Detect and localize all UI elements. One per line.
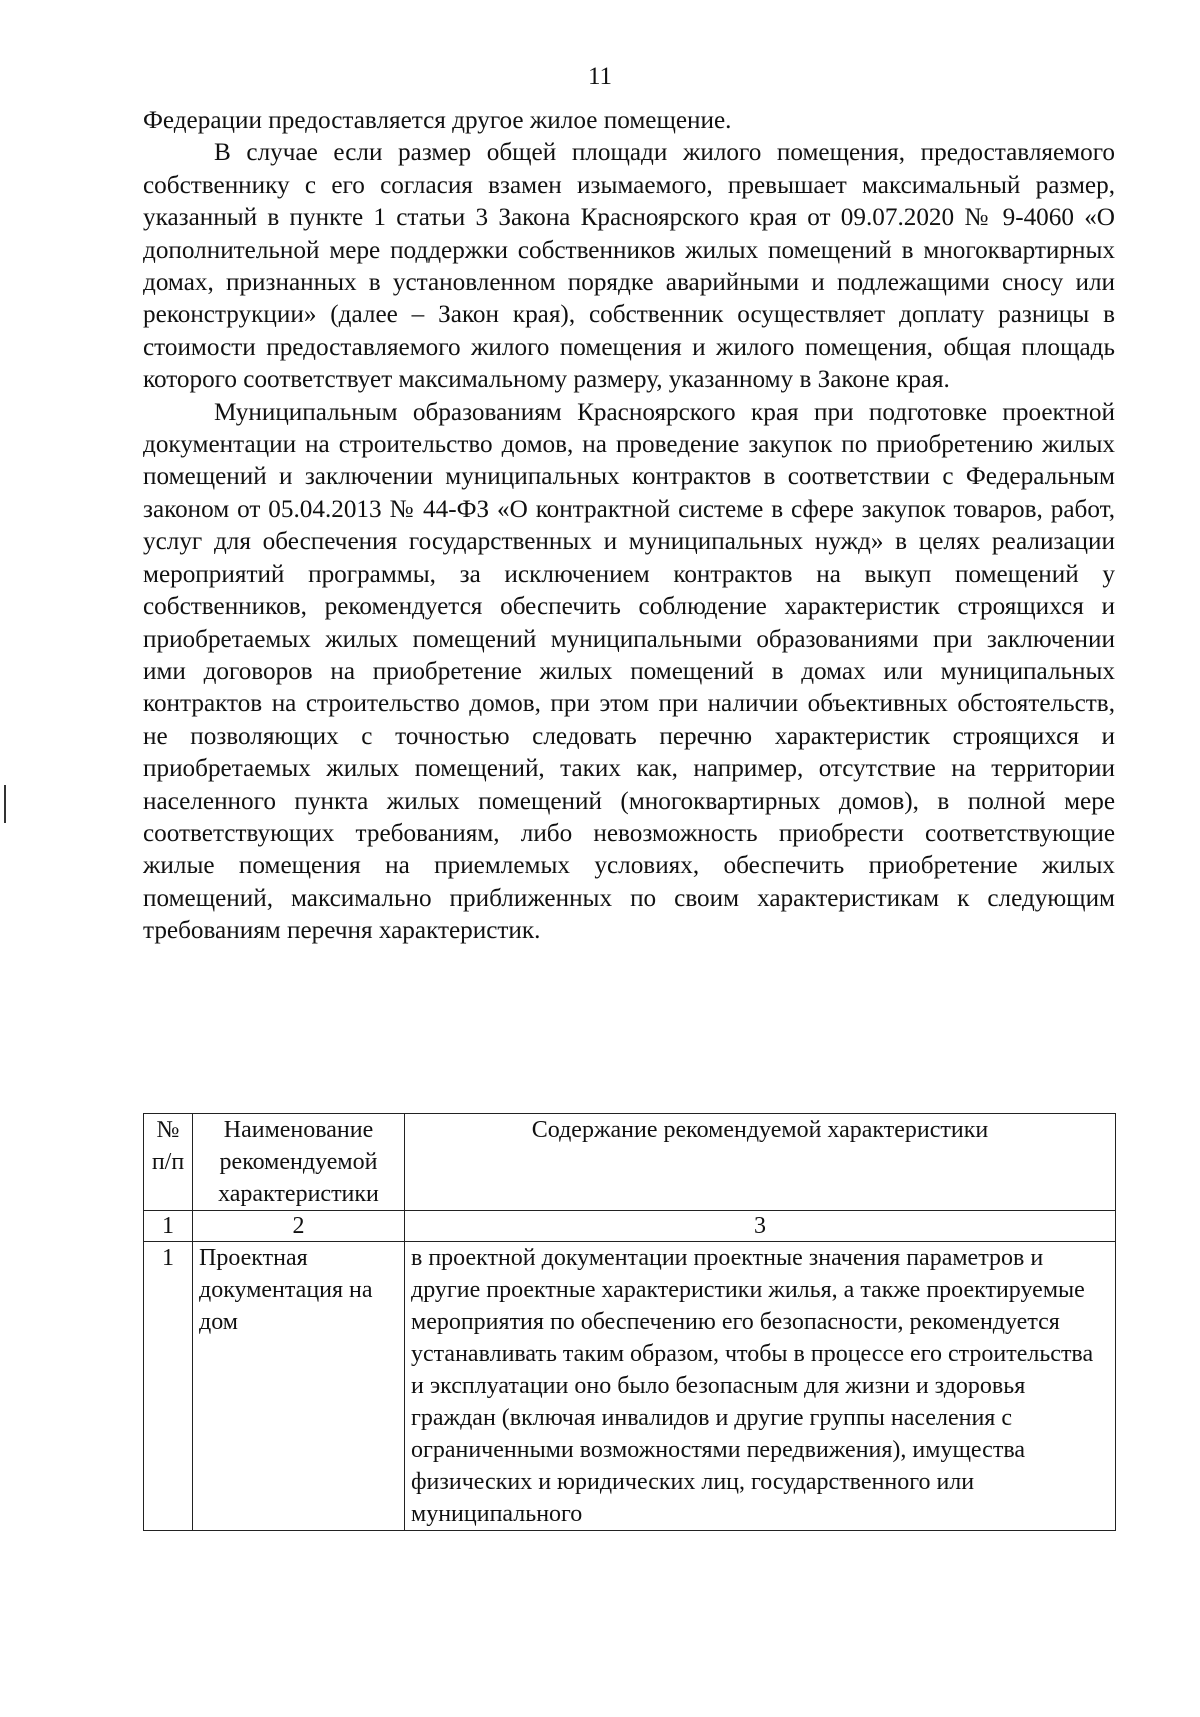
column-number-2: 2: [193, 1211, 405, 1242]
column-number-3: 3: [405, 1211, 1116, 1242]
row-number: 1: [144, 1242, 193, 1531]
header-characteristic-content: Содержание рекомендуемой характеристики: [405, 1114, 1116, 1211]
column-number-1: 1: [144, 1211, 193, 1242]
row-characteristic-content: в проектной документации проектные значения параметров и другие проектные характеристики жилья, а также проектируемые мероприятия по обеспечению его безопасности, рекомендуется устанавливать таким образом, чтобы в процессе его строительства и эксплуатации оно было безопасным для жизни и здоровья граждан (включая инвалидов и другие группы населения с ограниченными возможностями передвижения), имущества физических и юридических лиц, государственного или муниципального: [405, 1242, 1116, 1531]
scan-margin-mark: [4, 785, 6, 823]
paragraph-municipal-recommendations: Муниципальным образованиям Красноярского края при подготовке проектной документации на строительство домов, на проведение закупок по приобретению жилых помещений и заключении муниципальных контрактов в соответствии с Федеральным законом от 05.04.2013 № 44-ФЗ «О контрактной системе в сфере закупок товаров, работ, услуг для обеспечения государственных и муниципальных нужд» в целях реализации мероприятий программы, за исключением контрактов на выкуп помещений у собственников, рекомендуется обеспечить соблюдение характеристик строящихся и приобретаемых жилых помещений муниципальными образованиями при заключении ими договоров на приобретение жилых помещений в домах или муниципальных контрактов на строительство домов, при этом при наличии объективных обстоятельств, не позволяющих с точностью следовать перечню характеристик строящихся и приобретаемых жилых помещений, таких как, например, отсутствие на территории населенного пункта жилых помещений (многоквартирных домов), в полной мере соответствующих требованиям, либо невозможность приобрести соответствующие жилые помещения на приемлемых условиях, обеспечить приобретение жилых помещений, максимально приближенных по своим характеристикам к следующим требованиям перечня характеристик.: [143, 398, 1115, 945]
document-body: [143, 105, 1115, 948]
characteristics-table: [143, 1113, 1116, 1531]
row-characteristic-name: Проектная документация на дом: [193, 1242, 405, 1531]
table-header-row: [144, 1114, 1116, 1211]
table-row: [144, 1242, 1116, 1531]
table-column-numbers-row: [144, 1211, 1116, 1242]
page-number: 11: [587, 63, 613, 90]
paragraph-continuation: Федерации предоставляется другое жилое помещение.: [143, 107, 732, 134]
header-number: № п/п: [144, 1114, 193, 1211]
paragraph-area-surcharge: В случае если размер общей площади жилого помещения, предоставляемого собственнику с его согласия взамен изымаемого, превышает максимальный размер, указанный в пункте 1 статьи 3 Закона Красноярского края от 09.07.2020 № 9-4060 «О дополнительной мере поддержки собственников жилых помещений в многоквартирных домах, признанных в установленном порядке аварийными и подлежащими сносу или реконструкции» (далее – Закон края), собственник осуществляет доплату разницы в стоимости предоставляемого жилого помещения и жилого помещения, общая площадь которого соответствует максимальному размеру, указанному в Законе края.: [143, 139, 1115, 394]
header-characteristic-name: Наименование рекомендуемой характеристики: [193, 1114, 405, 1211]
